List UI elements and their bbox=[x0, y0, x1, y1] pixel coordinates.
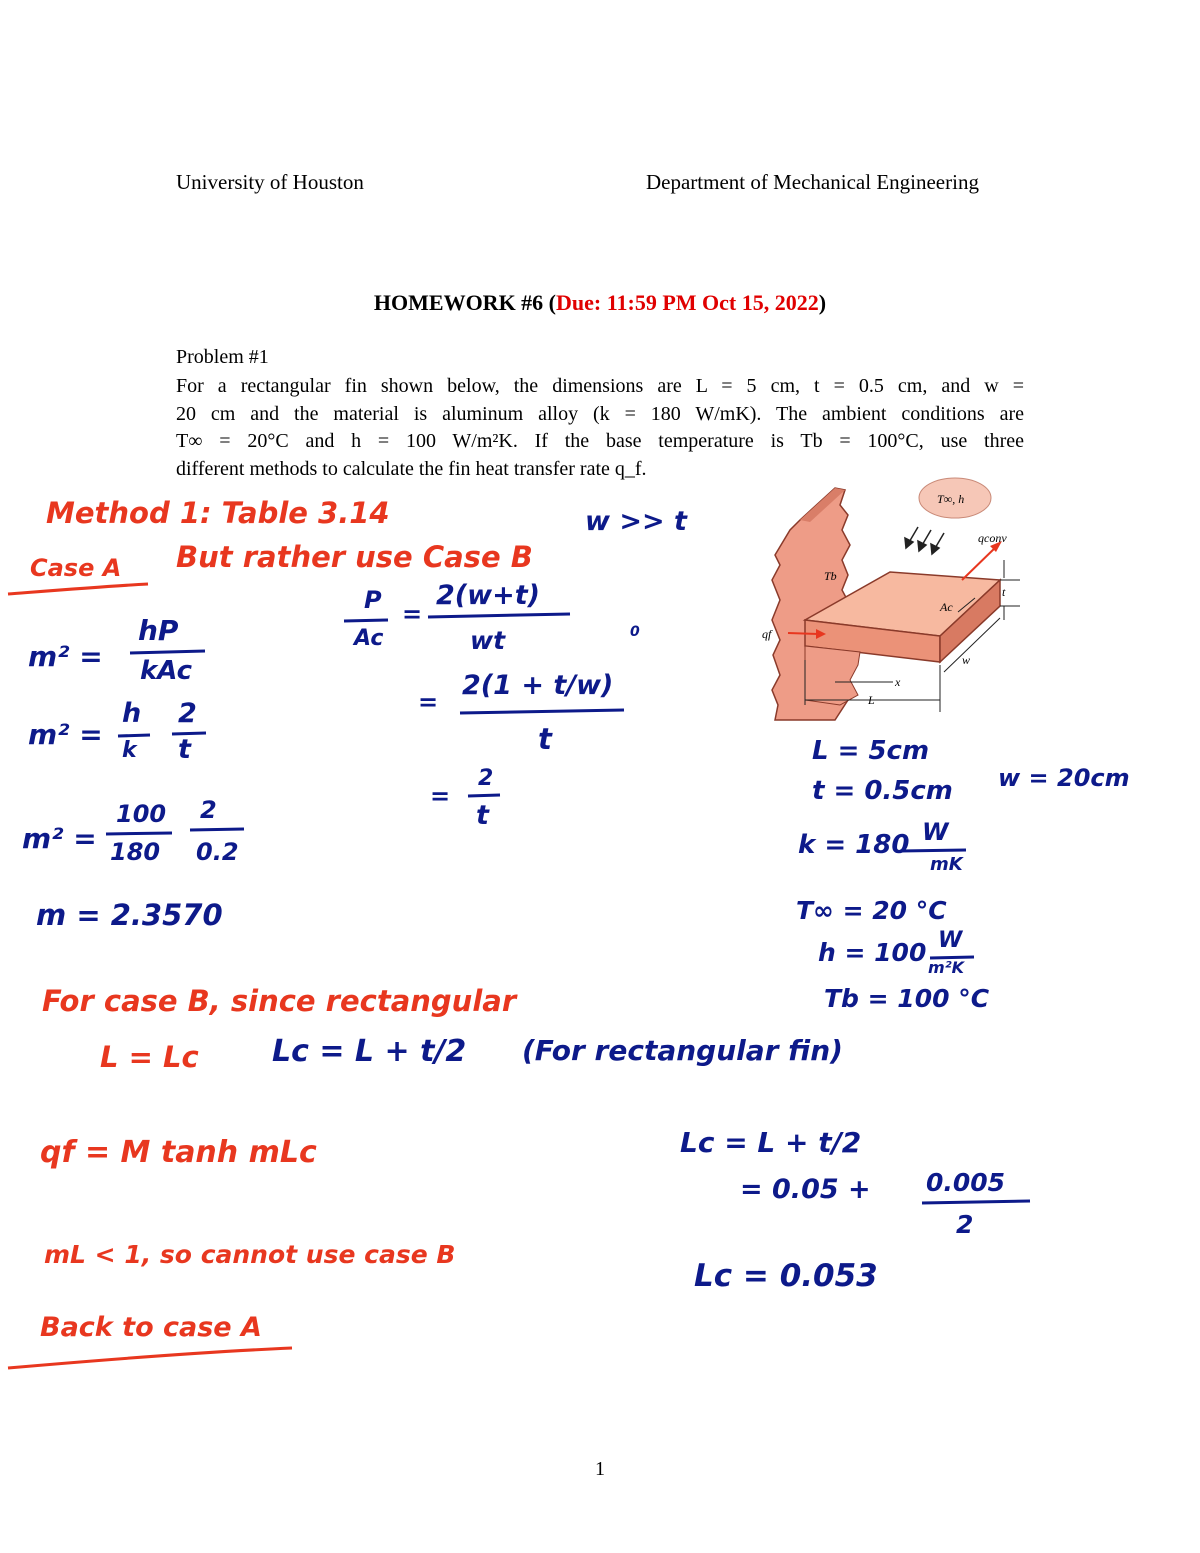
frac-bar bbox=[172, 733, 206, 734]
back-to-case-a: Back to case A bbox=[40, 1312, 262, 1343]
header-university: University of Houston bbox=[176, 170, 364, 194]
m2-b-n1: h bbox=[122, 698, 142, 729]
rather-note: But rather use Case B bbox=[176, 540, 533, 574]
m2-c-n1: 100 bbox=[116, 800, 167, 828]
m2-c-d1: 180 bbox=[110, 838, 161, 866]
due-date: Due: 11:59 PM Oct 15, 2022 bbox=[556, 290, 819, 315]
given-tinf: T∞ = 20 °C bbox=[796, 896, 947, 925]
m2-b-lhs: m² = bbox=[28, 718, 103, 751]
l-eq-lc: L = Lc bbox=[100, 1040, 199, 1074]
given-k: k = 180 bbox=[798, 830, 910, 860]
m2-c-d2: 0.2 bbox=[196, 838, 239, 866]
frac-bar bbox=[118, 735, 150, 736]
given-k-num: W bbox=[922, 818, 949, 846]
for-case-b-note: For case B, since rectangular bbox=[42, 984, 517, 1018]
ac-label: Ac bbox=[940, 600, 953, 614]
frac-bar bbox=[460, 710, 624, 713]
w-much-greater-t: w >> t bbox=[585, 506, 687, 537]
lc-step1: Lc = L + t/2 bbox=[680, 1126, 862, 1159]
frac-bar bbox=[468, 795, 500, 796]
frac-bar bbox=[900, 850, 966, 851]
given-h-den: m²K bbox=[928, 958, 965, 977]
m2-c-lhs: m² = bbox=[22, 822, 97, 855]
rhs3-num: 2 bbox=[478, 766, 494, 791]
frac-bar bbox=[922, 1201, 1030, 1203]
problem-line: different methods to calculate the fin heat transfer rate q_f. bbox=[176, 457, 647, 480]
lc-definition: Lc = L + t/2 bbox=[272, 1034, 467, 1069]
frac-bar bbox=[428, 614, 570, 617]
m2-a-den: kAc bbox=[140, 656, 193, 686]
frac-bar bbox=[106, 833, 172, 834]
given-k-den: mK bbox=[930, 854, 963, 875]
problem-line: 20 cm and the material is aluminum alloy (k = 180 W/mK). The ambient conditions are bbox=[176, 402, 1024, 425]
given-w: w = 20cm bbox=[998, 764, 1130, 792]
eq3: = bbox=[430, 782, 451, 810]
rhs1-num: 2(w+t) bbox=[436, 580, 540, 611]
frac-bar bbox=[344, 620, 388, 621]
m2-c-n2: 2 bbox=[200, 796, 217, 824]
qconv-label: qconv bbox=[978, 531, 1007, 545]
p-num: P bbox=[364, 586, 382, 614]
given-tb: Tb = 100 °C bbox=[824, 984, 990, 1013]
given-t: t = 0.5cm bbox=[812, 776, 953, 806]
m2-a-num: hP bbox=[138, 614, 179, 647]
m2-b-d1: k bbox=[122, 738, 137, 763]
page-number: 1 bbox=[595, 1458, 605, 1480]
given-h-num: W bbox=[938, 928, 963, 953]
qf-label: qf bbox=[762, 627, 772, 641]
rhs2-num: 2(1 + t/w) bbox=[462, 670, 614, 701]
m-value: m = 2.3570 bbox=[36, 898, 223, 932]
given-h: h = 100 bbox=[818, 938, 927, 967]
eq1: = bbox=[402, 600, 423, 628]
eq2: = bbox=[418, 688, 439, 716]
m2-a-lhs: m² = bbox=[28, 640, 103, 673]
case-a-label: Case A bbox=[30, 554, 122, 582]
m2-b-d2: t bbox=[178, 734, 191, 765]
L-label: L bbox=[868, 693, 875, 707]
rhs1-den: wt bbox=[470, 626, 506, 655]
lc-step2-den: 2 bbox=[956, 1210, 974, 1239]
tb-label: Tb bbox=[824, 569, 837, 583]
m2-b-n2: 2 bbox=[178, 698, 197, 729]
lc-step2: = 0.05 + bbox=[740, 1174, 871, 1205]
rhs2-den: t bbox=[538, 722, 552, 756]
given-L: L = 5cm bbox=[812, 736, 930, 766]
title-prefix: HOMEWORK #6 ( bbox=[373, 290, 557, 315]
w-label: w bbox=[962, 653, 971, 667]
title-suffix: ) bbox=[818, 290, 827, 315]
lc-result: Lc = 0.053 bbox=[694, 1258, 878, 1294]
frac-bar bbox=[130, 651, 205, 653]
problem-label: Problem #1 bbox=[176, 346, 269, 368]
t-label: t bbox=[1002, 585, 1006, 599]
p-den: Ac bbox=[354, 626, 384, 651]
method-heading: Method 1: Table 3.14 bbox=[46, 496, 390, 530]
lc-step2-num: 0.005 bbox=[926, 1168, 1006, 1197]
qf-equation: qf = M tanh mLc bbox=[40, 1135, 317, 1170]
small-zero: 0 bbox=[630, 624, 640, 640]
frac-bar bbox=[190, 829, 244, 830]
tinf-h-label: T∞, h bbox=[937, 492, 965, 506]
header-department: Department of Mechanical Engineering bbox=[646, 170, 979, 194]
x-label: x bbox=[895, 675, 901, 689]
problem-line: T∞ = 20°C and h = 100 W/m²K. If the base temperature is Tb = 100°C, use three bbox=[176, 430, 1024, 452]
problem-line: For a rectangular fin shown below, the dimensions are L = 5 cm, t = 0.5 cm, and w = bbox=[176, 375, 1024, 397]
rhs3-den: t bbox=[476, 800, 489, 831]
ml-note: mL < 1, so cannot use case B bbox=[44, 1240, 456, 1269]
lc-note: (For rectangular fin) bbox=[522, 1034, 843, 1067]
